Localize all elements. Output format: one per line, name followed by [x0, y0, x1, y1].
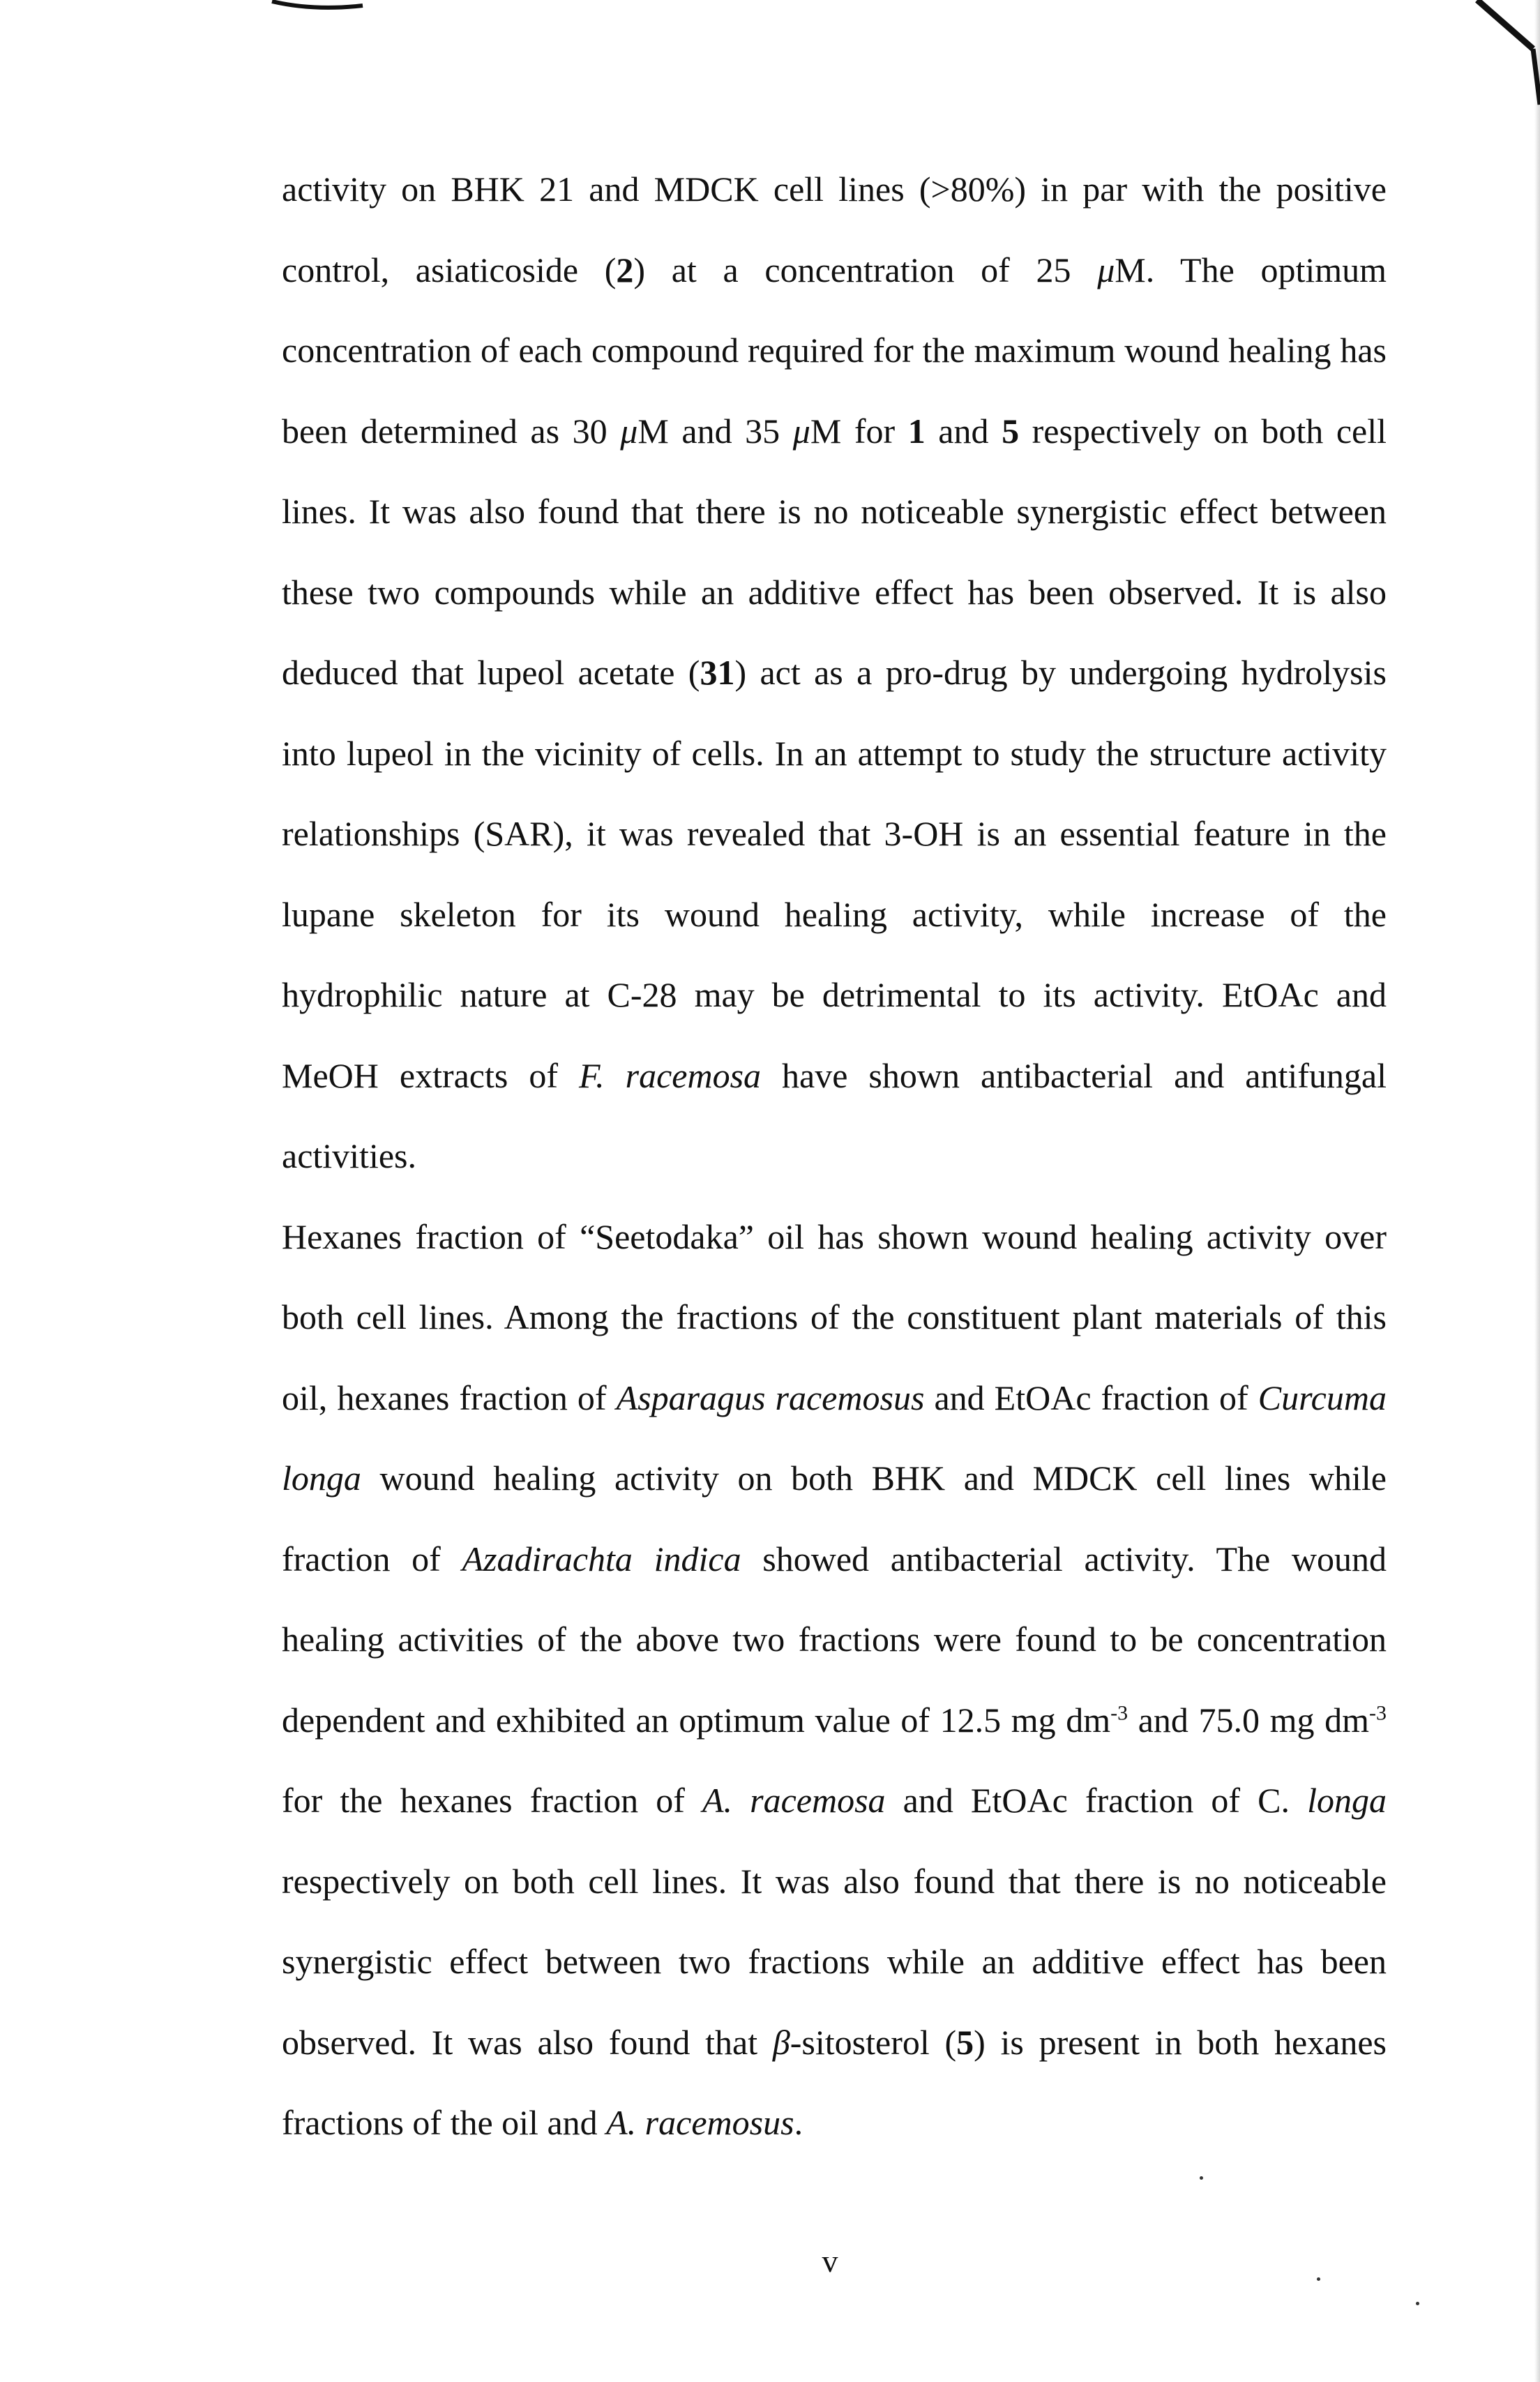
page-number: v: [822, 2243, 838, 2279]
paragraph_2-run: 5: [956, 2022, 974, 2062]
scan-speck: [1416, 2302, 1419, 2305]
body-text: [282, 149, 1387, 2164]
paragraph_1-run: M. The optimum concentration of each compound required for the maximum wound healing has been determined as 30: [282, 250, 1387, 451]
paragraph_2-run: β: [772, 2022, 790, 2062]
scan-speck: [1317, 2277, 1320, 2281]
paragraph_2-run: Azadirachta indica: [462, 1539, 741, 1578]
paragraph_1-run: activity on BHK 21 and MDCK cell lines (>80%) in par with the positive control, asiaticoside (: [282, 169, 1387, 289]
paragraph_1-run: μ: [792, 411, 810, 451]
paragraph_2-run: showed antibacterial activity. The wound healing activities of the above two fractions were found to be concentration dependent and exhibited an optimum value of 12.5 mg dm: [282, 1539, 1387, 1740]
scan-artifact-top: [265, 0, 405, 14]
paragraph_1-run: μ: [1097, 250, 1115, 289]
paragraph_2-run: .: [794, 2103, 803, 2142]
paragraph_2-run: Hexanes fraction of “Seetodaka” oil has shown wound healing activity over both cell lines. Among the fractions of the constituent plant materials of this oil, hexanes fraction of: [282, 1216, 1387, 1417]
paragraph_1-run: F. racemosa: [579, 1055, 762, 1095]
paragraph_2-run: Asparagus racemosus: [616, 1378, 925, 1417]
paragraph_1-run: have shown antibacterial and antifungal activities.: [282, 1055, 1387, 1175]
paragraph_2-run: longa: [1307, 1781, 1387, 1820]
paragraph_2-run: and EtOAc fraction of: [924, 1378, 1258, 1417]
paragraph_1-run: ) act as a pro-drug by undergoing hydrolysis into lupeol in the vicinity of cells. In an attempt to study the structure activity relationships (SAR), it was revealed that 3-OH is an essential feature in the lupane skeleton for its wound healing activity, while increase of the hydrophilic nature at C-28 may be detrimental to its activity. EtOAc and MeOH extracts of: [282, 653, 1387, 1095]
paragraph_1-run: μ: [620, 411, 638, 451]
paragraph_2-run: and 75.0 mg dm: [1128, 1700, 1369, 1740]
paragraph_2-run: Curcuma longa: [282, 1378, 1387, 1498]
paragraph_1-run: M and 35: [637, 411, 793, 451]
paragraph_2-run: respectively on both cell lines. It was also found that there is no noticeable synergistic effect between two fractions while an additive effect has been observed. It was also found that: [282, 1861, 1387, 2062]
paragraph_1-run: 5: [1002, 411, 1020, 451]
paragraph_2-run: ) is present in both hexanes fractions of the oil and: [282, 2022, 1387, 2142]
paragraph-2: [282, 1197, 1387, 2164]
paragraph_2-run: A. racemosus: [606, 2103, 794, 2142]
paragraph_2-run: A. racemosa: [702, 1781, 886, 1820]
scan-artifact-corner: [1456, 0, 1540, 112]
paragraph_2-run: -sitosterol (: [790, 2022, 957, 2062]
paragraph_1-run: 31: [700, 653, 735, 692]
scan-speck: [1200, 2176, 1203, 2180]
paragraph_2-run: -3: [1369, 1701, 1387, 1724]
paragraph_1-run: 2: [616, 250, 634, 289]
paragraph_2-run: -3: [1110, 1701, 1128, 1724]
paragraph_1-run: M for: [810, 411, 908, 451]
paragraph_1-run: 1: [907, 411, 926, 451]
paragraph_1-run: ) at a concentration of 25: [633, 250, 1098, 289]
paragraph_2-run: and EtOAc fraction of C.: [885, 1781, 1308, 1820]
page-edge-shadow: [1534, 0, 1540, 2382]
paragraph_1-run: and: [925, 411, 1002, 451]
paragraph_2-run: for the hexanes fraction of: [282, 1781, 702, 1820]
paragraph_1-run: respectively on both cell lines. It was also found that there is no noticeable synergistic effect between these two compounds while an additive effect has been observed. It is also deduced that lupeol acetate (: [282, 411, 1387, 692]
paragraph_2-run: wound healing activity on both BHK and MDCK cell lines while fraction of: [282, 1458, 1387, 1578]
paragraph-1: [282, 149, 1387, 1197]
